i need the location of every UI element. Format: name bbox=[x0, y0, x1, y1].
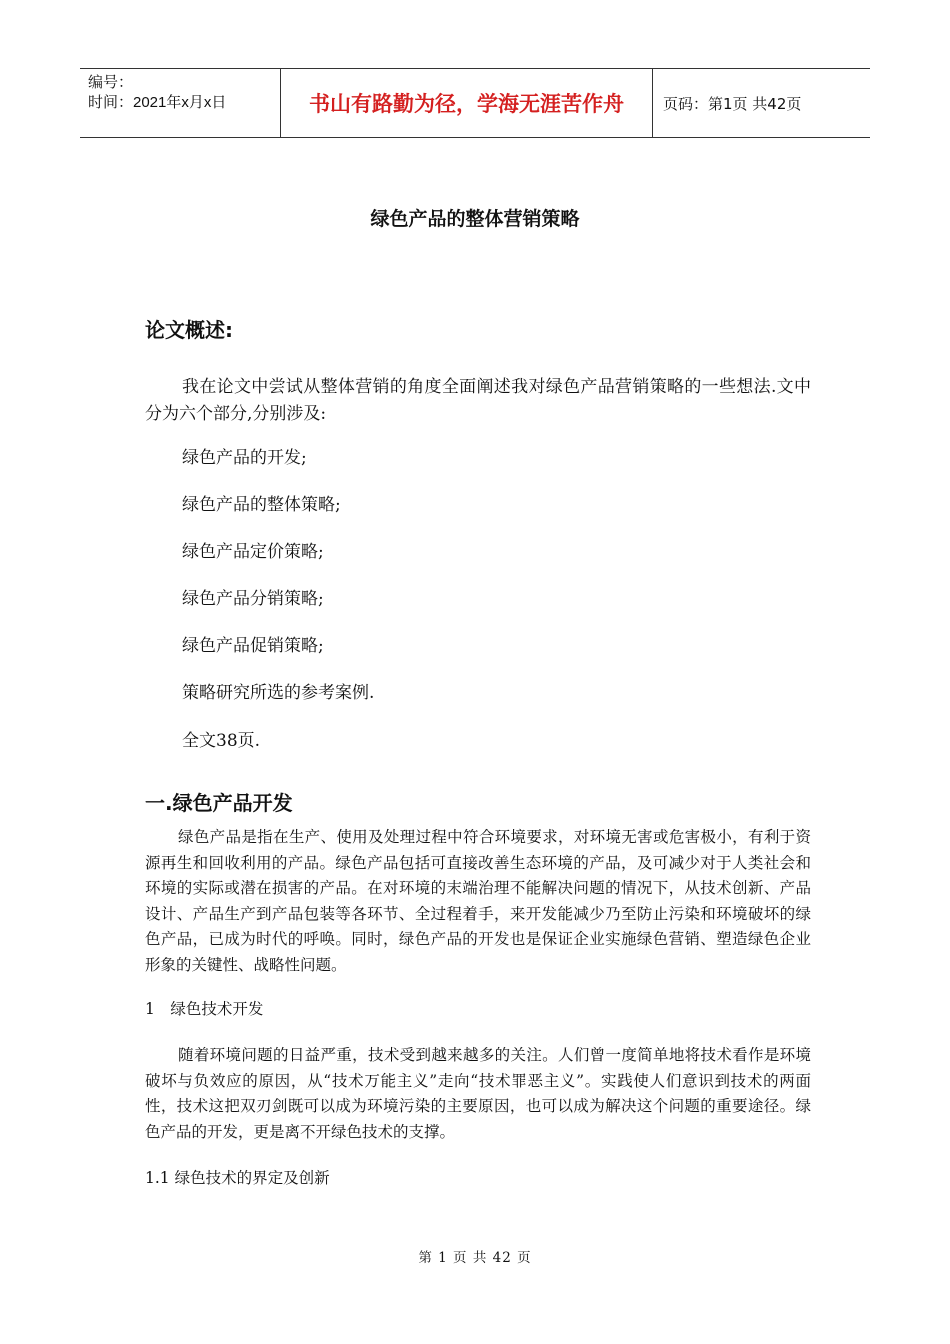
page-header bbox=[80, 68, 870, 138]
serial-number-label: 编号： bbox=[88, 74, 134, 91]
page-footer: 第 1 页 共 42 页 bbox=[418, 1250, 532, 1266]
subsection-heading: 1.1 绿色技术的界定及创新 bbox=[145, 1169, 330, 1187]
header-page-info: 页码：第1页 共42页 bbox=[663, 94, 802, 113]
section-heading: 一.绿色产品开发 bbox=[145, 791, 293, 815]
abstract-item: 绿色产品促销策略; bbox=[182, 636, 324, 656]
abstract-item: 绿色产品的开发; bbox=[182, 448, 307, 468]
abstract-item: 绿色产品的整体策略; bbox=[182, 495, 341, 515]
date-label: 时间：2021年x月x日 bbox=[88, 94, 227, 111]
abstract-item: 绿色产品定价策略; bbox=[182, 542, 324, 562]
abstract-paragraph: 我在论文中尝试从整体营销的角度全面阐述我对绿色产品营销策略的一些想法.文中分为六个部分,分别涉及: bbox=[145, 377, 811, 424]
subsection-heading: 1 绿色技术开发 bbox=[145, 1000, 264, 1018]
subsection-paragraph: 随着环境问题的日益严重，技术受到越来越多的关注。人们曾一度简单地将技术看作是环境破坏与负效应的原因，从“技术万能主义”走向“技术罪恶主义”。实践使人们意识到技术的两面性，技术这把双刃剑既可以成为环境污染的主要原因，也可以成为解决这个问题的重要途径。绿色产品的开发，更是离不开绿色技术的支撑。 bbox=[145, 1046, 811, 1141]
abstract-heading: 论文概述: bbox=[145, 318, 233, 342]
abstract-item: 策略研究所选的参考案例. bbox=[182, 683, 375, 703]
document-title: 绿色产品的整体营销策略 bbox=[370, 208, 580, 230]
abstract-item: 全文38页. bbox=[182, 731, 261, 751]
abstract-item: 绿色产品分销策略; bbox=[182, 589, 324, 609]
header-motto: 书山有路勤为径，学海无涯苦作舟 bbox=[280, 69, 653, 137]
header-meta bbox=[80, 69, 280, 137]
section-paragraph: 绿色产品是指在生产、使用及处理过程中符合环境要求，对环境无害或危害极小，有利于资源再生和回收利用的产品。绿色产品包括可直接改善生态环境的产品，及可减少对于人类社会和环境的实际或潜在损害的产品。在对环境的末端治理不能解决问题的情况下，从技术创新、产品设计、产品生产到产品包装等各环节、全过程着手，来开发能减少乃至防止污染和环境破坏的绿色产品，已成为时代的呼唤。同时，绿色产品的开发也是保证企业实施绿色营销、塑造绿色企业形象的关键性、战略性问题。 bbox=[145, 828, 811, 974]
